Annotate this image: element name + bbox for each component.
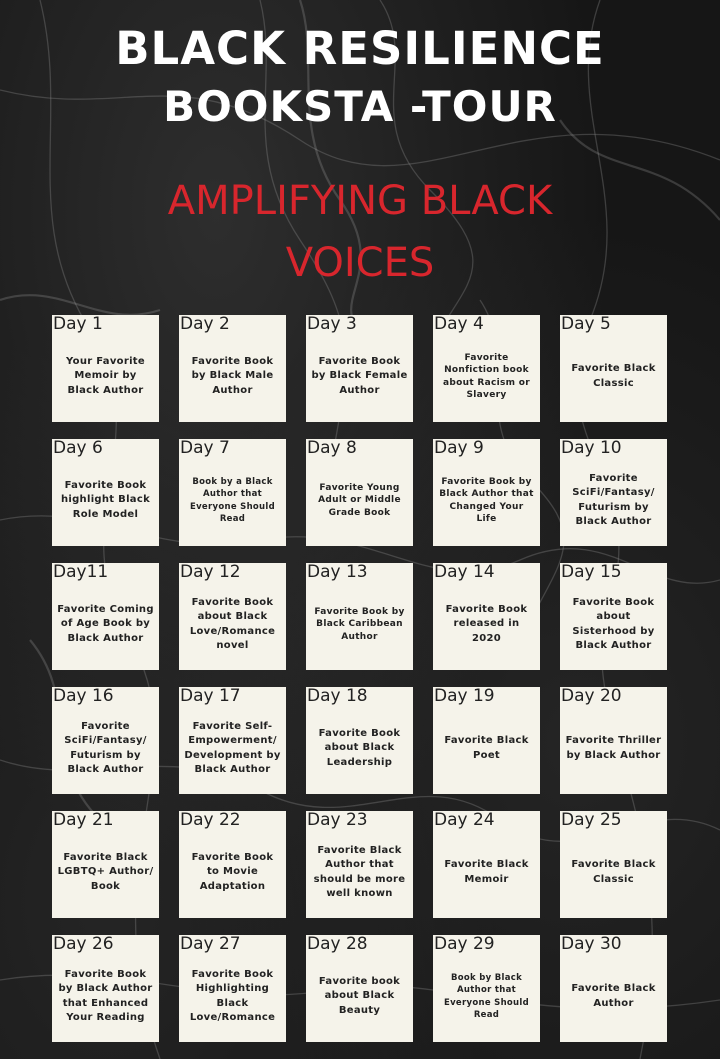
day-card [179, 439, 286, 546]
day-card [52, 935, 159, 1042]
day-card [306, 687, 413, 794]
day-prompt: Favorite book about Black Beauty [318, 975, 401, 1016]
day-label: Day 12 [180, 563, 241, 582]
day-label: Day 16 [53, 687, 114, 706]
day-card [179, 811, 286, 918]
day-label: Day 29 [434, 935, 495, 954]
day-label: Day 1 [53, 315, 103, 334]
day-prompt: Book by Black Author that Everyone Should Read [443, 972, 530, 1020]
day-label: Day 24 [434, 811, 495, 830]
day-card [433, 811, 540, 918]
day-label: Day 27 [180, 935, 241, 954]
day-card [179, 563, 286, 670]
day-prompt: Favorite Book Highlighting Black Love/Romance [189, 968, 276, 1023]
day-prompt: Favorite Young Adult or Middle Grade Book [318, 482, 401, 518]
day-prompt: Favorite Black Author that should be more well known [313, 844, 406, 899]
day-prompt: Favorite Black Classic [571, 859, 656, 885]
day-card [52, 439, 159, 546]
subtitle-line-2: VOICES [285, 240, 435, 286]
page-title: BLACK RESILIENCE [115, 22, 605, 75]
day-card [560, 687, 667, 794]
day-card [306, 811, 413, 918]
day-card [560, 935, 667, 1042]
day-prompt: Favorite Book about Black Love/Romance novel [189, 596, 276, 651]
day-prompt: Favorite Book about Black Leadership [318, 727, 401, 768]
day-prompt: Favorite Book released in 2020 [445, 603, 528, 644]
day-label: Day 4 [434, 315, 484, 334]
day-card [306, 935, 413, 1042]
day-label: Day 20 [561, 687, 622, 706]
page-title-line-2: BOOKSTA -TOUR [163, 82, 557, 131]
day-prompt: Favorite SciFi/Fantasy/ Futurism by Black Author [64, 720, 147, 775]
day-card [433, 563, 540, 670]
day-card [560, 563, 667, 670]
day-prompt: Favorite SciFi/Fantasy/ Futurism by Black Author [572, 472, 655, 527]
day-card [306, 315, 413, 422]
day-card [306, 439, 413, 546]
day-label: Day 9 [434, 439, 484, 458]
day-label: Day 28 [307, 935, 368, 954]
day-label: Day 18 [307, 687, 368, 706]
day-prompt: Favorite Book about Sisterhood by Black Author [572, 596, 655, 651]
day-card [433, 315, 540, 422]
day-card [52, 811, 159, 918]
day-card [560, 315, 667, 422]
day-label: Day 26 [53, 935, 114, 954]
day-card [52, 563, 159, 670]
day-card [179, 935, 286, 1042]
day-card [433, 687, 540, 794]
day-label: Day 19 [434, 687, 495, 706]
day-prompt: Favorite Book by Black Female Author [311, 355, 408, 396]
day-prompt: Favorite Black Memoir [444, 859, 529, 885]
day-label: Day11 [53, 563, 109, 582]
day-prompt: Favorite Black Author [571, 983, 656, 1009]
day-prompt: Favorite Black LGBTQ+ Author/ Book [57, 851, 154, 892]
day-prompt: Favorite Thriller by Black Author [565, 735, 662, 761]
day-prompt: Favorite Black Classic [571, 363, 656, 389]
day-label: Day 10 [561, 439, 622, 458]
day-prompt: Favorite Book to Movie Adaptation [191, 851, 274, 892]
day-label: Day 7 [180, 439, 230, 458]
subtitle: AMPLIFYING BLACK [167, 178, 553, 224]
day-prompt: Book by a Black Author that Everyone Should Read [189, 476, 276, 524]
day-label: Day 17 [180, 687, 241, 706]
day-prompt: Favorite Book by Black Caribbean Author [314, 606, 405, 642]
day-prompt: Favorite Nonfiction book about Racism or Slavery [443, 352, 530, 400]
day-card [306, 563, 413, 670]
day-label: Day 6 [53, 439, 103, 458]
day-card [52, 687, 159, 794]
day-prompt: Favorite Book by Black Author that Enhanced Your Reading [58, 968, 153, 1023]
day-label: Day 23 [307, 811, 368, 830]
day-prompt: Your Favorite Memoir by Black Author [66, 355, 145, 396]
day-prompt: Favorite Book by Black Author that Changed Your Life [439, 476, 534, 524]
day-card [560, 439, 667, 546]
day-label: Day 8 [307, 439, 357, 458]
day-card [433, 935, 540, 1042]
day-label: Day 3 [307, 315, 357, 334]
day-label: Day 30 [561, 935, 622, 954]
day-card [433, 439, 540, 546]
day-label: Day 21 [53, 811, 114, 830]
day-label: Day 13 [307, 563, 368, 582]
day-prompt: Favorite Book highlight Black Role Model [60, 479, 151, 520]
day-card [179, 687, 286, 794]
day-prompt: Favorite Coming of Age Book by Black Author [57, 603, 154, 644]
day-label: Day 15 [561, 563, 622, 582]
day-prompt: Favorite Book by Black Male Author [191, 355, 274, 396]
day-card [179, 315, 286, 422]
day-label: Day 14 [434, 563, 495, 582]
day-grid [52, 315, 667, 1042]
day-label: Day 2 [180, 315, 230, 334]
day-label: Day 25 [561, 811, 622, 830]
day-card [52, 315, 159, 422]
day-prompt: Favorite Self-Empowerment/ Development by Black Author [184, 720, 281, 775]
day-label: Day 22 [180, 811, 241, 830]
day-card [560, 811, 667, 918]
day-label: Day 5 [561, 315, 611, 334]
day-prompt: Favorite Black Poet [444, 735, 529, 761]
